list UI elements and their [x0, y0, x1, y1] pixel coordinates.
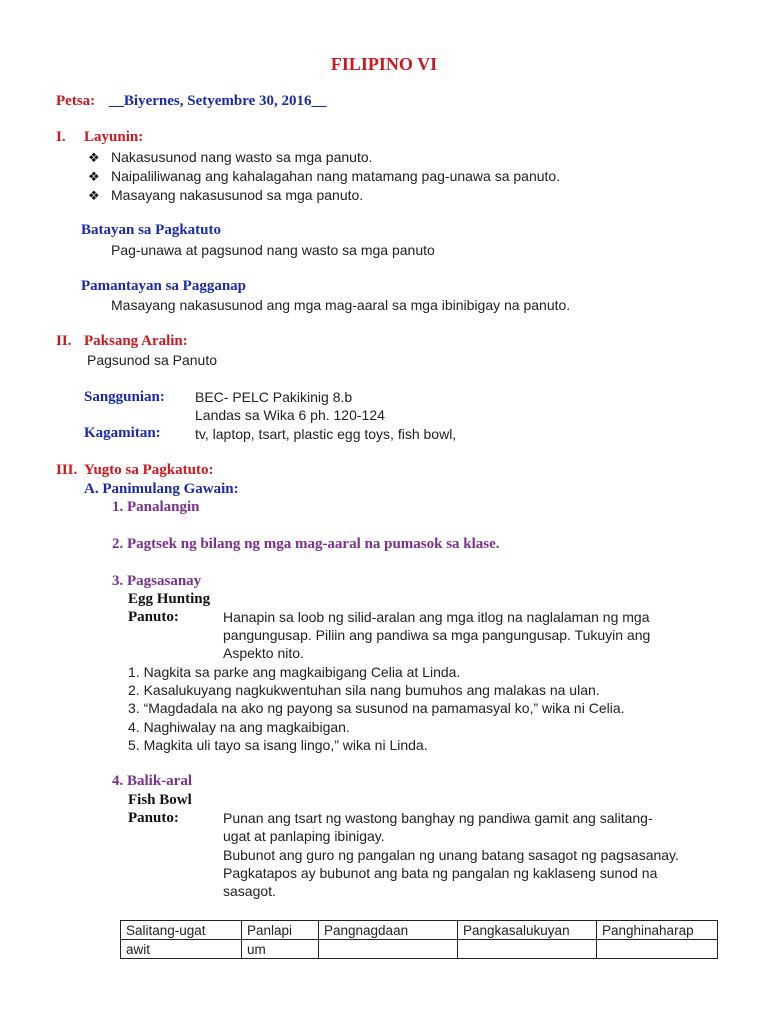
petsa-value: __Biyernes, Setyembre 30, 2016__	[108, 93, 327, 109]
section-3-numeral: III.	[56, 462, 78, 478]
table-header-cell: Salitang-ugat	[121, 921, 242, 940]
fish-panuto-line: Pagkatapos ay bubunot ang bata ng pangalan ng kaklaseng sunod na	[223, 865, 658, 881]
pamantayan-text: Masayang nakasusunod ang mga mag-aaral sa mga ibinibigay na panuto.	[111, 297, 571, 313]
table-row	[121, 940, 718, 959]
pamantayan-heading: Pamantayan sa Pagganap	[81, 278, 247, 294]
kagamitan-value: tv, laptop, tsart, plastic egg toys, fish bowl,	[195, 426, 457, 442]
bullet-diamond-icon: ❖	[88, 169, 100, 184]
table-cell: um	[242, 940, 319, 959]
egg-panuto-line: Aspekto nito.	[223, 645, 304, 661]
table-header-cell: Panlapi	[242, 921, 319, 940]
sentence-item: 4. Naghiwalay na ang magkaibigan.	[128, 719, 350, 735]
panuto-label: Panuto:	[128, 609, 179, 625]
objective-item: Nakasusunod nang wasto sa mga panuto.	[111, 149, 373, 165]
bullet-diamond-icon: ❖	[88, 150, 100, 165]
fish-panuto-line: sasagot.	[223, 883, 276, 899]
sentence-item: 5. Magkita uli tayo sa isang lingo,” wika ni Linda.	[128, 737, 428, 753]
objective-item: Naipaliliwanag ang kahalagahan nang matamang pag-unawa sa panuto.	[111, 168, 561, 184]
egg-panuto-line: Hanapin sa loob ng silid-aralan ang mga itlog na naglalaman ng mga	[223, 609, 650, 625]
document-title: FILIPINO VI	[330, 54, 438, 74]
petsa-line	[56, 93, 327, 110]
item-pagtsek: 2. Pagtsek ng bilang ng mga mag-aaral na pumasok sa klase.	[112, 536, 500, 552]
table-header-cell: Pangnagdaan	[319, 921, 458, 940]
section-1-numeral: I.	[56, 129, 66, 145]
sentence-item: 1. Nagkita sa parke ang magkaibigang Celia at Linda.	[128, 664, 461, 680]
egg-hunting-title: Egg Hunting	[128, 591, 211, 607]
item-balik-aral: 4. Balik-aral	[112, 773, 193, 789]
conjugation-table	[120, 920, 718, 959]
table-header-cell: Panghinaharap	[597, 921, 718, 940]
bullet-diamond-icon: ❖	[88, 188, 100, 203]
section-2-heading: Paksang Aralin:	[84, 333, 188, 349]
fish-bowl-title: Fish Bowl	[128, 792, 192, 808]
egg-panuto-line: pangungusap. Piliin ang pandiwa sa mga pangungusap. Tukuyin ang	[223, 627, 651, 643]
table-cell: awit	[121, 940, 242, 959]
table-cell	[597, 940, 718, 959]
fish-panuto-line: Bubunot ang guro ng pangalan ng unang batang sasagot ng pagsasanay.	[223, 847, 679, 863]
topic-text: Pagsunod sa Panuto	[87, 352, 217, 368]
table-header-cell: Pangkasalukuyan	[458, 921, 597, 940]
subsection-a-heading: A. Panimulang Gawain:	[84, 481, 239, 497]
section-1-heading: Layunin:	[84, 129, 144, 145]
sanggunian-line: BEC- PELC Pakikinig 8.b	[195, 389, 353, 405]
sanggunian-label: Sanggunian:	[84, 389, 165, 405]
item-pagsasanay: 3. Pagsasanay	[112, 573, 202, 589]
kagamitan-label: Kagamitan:	[84, 425, 161, 441]
table-header-row	[121, 921, 718, 940]
batayan-heading: Batayan sa Pagkatuto	[81, 222, 222, 238]
sentence-item: 2. Kasalukuyang nagkukwentuhan sila nang bumuhos ang malakas na ulan.	[128, 682, 600, 698]
table-cell	[458, 940, 597, 959]
sentence-item: 3. “Magdadala na ako ng payong sa susunod na pamamasyal ko,” wika ni Celia.	[128, 700, 625, 716]
panuto-label: Panuto:	[128, 810, 179, 826]
section-2-numeral: II.	[56, 333, 72, 349]
petsa-label: Petsa:	[56, 93, 96, 109]
objective-item: Masayang nakasusunod sa mga panuto.	[111, 187, 364, 203]
table-cell	[319, 940, 458, 959]
sanggunian-line: Landas sa Wika 6 ph. 120-124	[195, 407, 385, 423]
item-panalangin: 1. Panalangin	[112, 499, 200, 515]
fish-panuto-line: ugat at panlaping ibinigay.	[223, 828, 385, 844]
fish-panuto-line: Punan ang tsart ng wastong banghay ng pandiwa gamit ang salitang-	[223, 810, 653, 826]
section-3-heading: Yugto sa Pagkatuto:	[84, 462, 214, 478]
batayan-text: Pag-unawa at pagsunod nang wasto sa mga panuto	[111, 242, 435, 258]
